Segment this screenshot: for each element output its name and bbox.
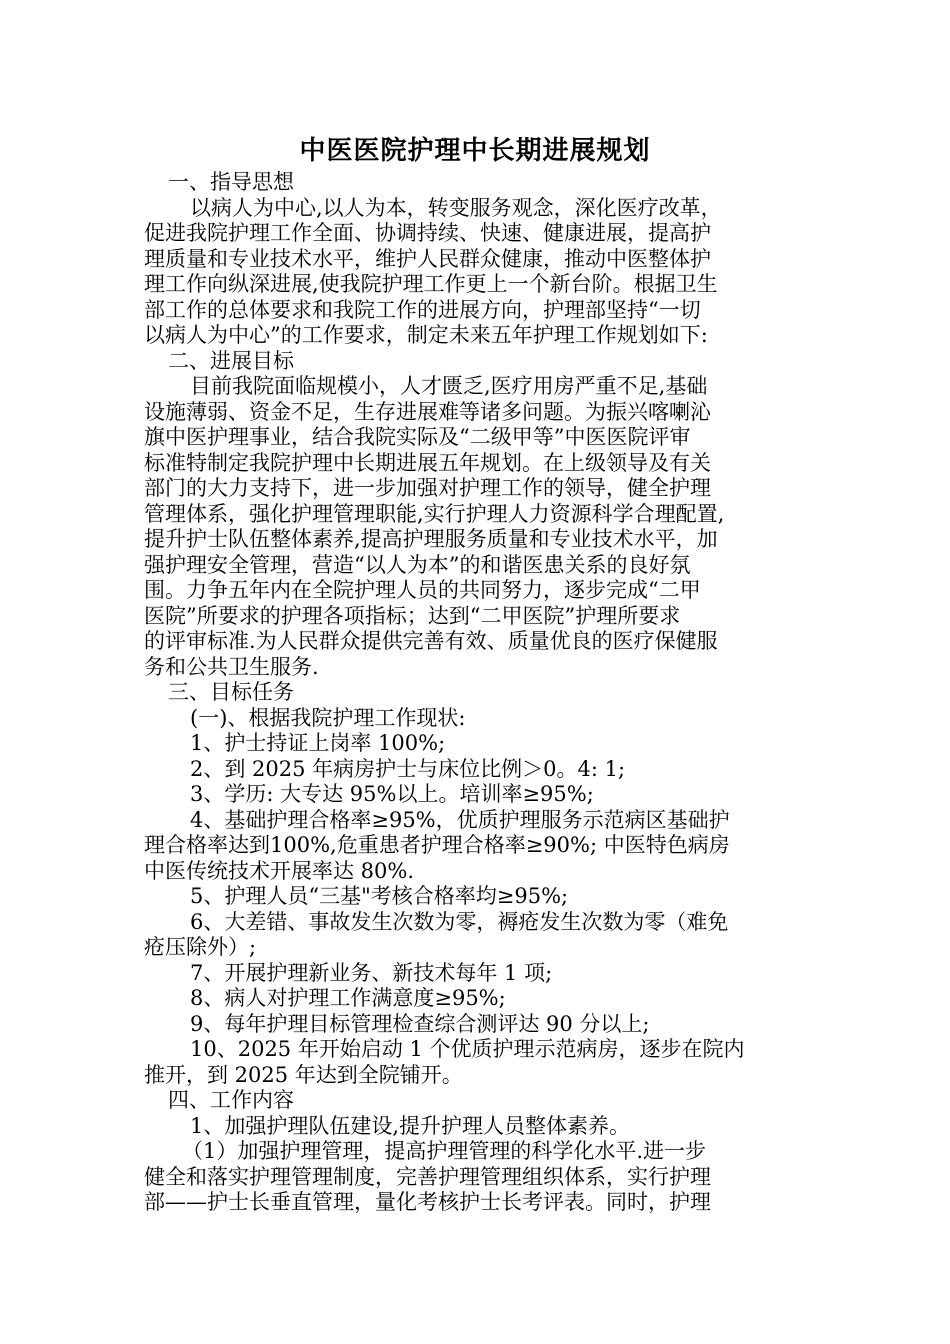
text-line: 部工作的总体要求和我院工作的进展方向，护理部坚持“一切 — [144, 297, 701, 322]
text-line: （1）加强护理管理，提高护理管理的科学化水平.进一步 — [182, 1139, 707, 1163]
text-line: 2、到 2025 年病房护士与床位比例＞0。4: 1; — [190, 756, 626, 781]
text-line: 4、基础护理合格率≥95%，优质护理服务示范病区基础护 — [190, 807, 730, 832]
text-line: 5、护理人员“三基"考核合格率均≥95%; — [190, 884, 569, 908]
text-line: 围。力争五年内在全院护理人员的共同努力，逐步完成“二甲 — [144, 578, 701, 602]
text-line: (一)、根据我院护理工作现状: — [190, 705, 466, 730]
text-line: 提升护士队伍整体素养,提高护理服务质量和专业技术水平，加 — [144, 527, 718, 551]
text-line: 健全和落实护理管理制度，完善护理管理组织体系，实行护理 — [144, 1164, 711, 1189]
text-line: 理合格率达到100%,危重患者护理合格率≥90%; 中医特色病房 — [144, 833, 730, 857]
text-line: 1、护士持证上岗率 100%; — [190, 731, 446, 755]
text-line: 旗中医护理事业，结合我院实际及“二级甲等”中医医院评审 — [144, 425, 691, 449]
text-line: 管理体系，强化护理管理职能,实行护理人力资源科学合理配置, — [144, 501, 725, 526]
text-line: 中医传统技术开展率达 80%. — [144, 858, 415, 883]
text-line: 促进我院护理工作全面、协调持续、快速、健康进展，提高护 — [144, 221, 711, 245]
text-line: 强护理安全管理，营造“以人为本”的和谐医患关系的良好氛 — [144, 552, 691, 577]
text-line: 二、进展目标 — [168, 348, 294, 373]
text-line: 理工作向纵深进展,使我院护理工作更上一个新台阶。根据卫生 — [144, 272, 718, 296]
text-line: 医院”所要求的护理各项指标；达到“二甲医院”护理所要求 — [144, 603, 681, 628]
text-line: 以病人为中心,以人为本，转变服务观念，深化医疗改革， — [190, 195, 722, 220]
text-line: 三、目标任务 — [168, 680, 294, 704]
text-line: 标准特制定我院护理中长期进展五年规划。在上级领导及有关 — [144, 450, 711, 475]
text-line: 8、病人对护理工作满意度≥95%; — [190, 986, 506, 1010]
text-line: 3、学历: 大专达 95%以上。培训率≥95%; — [190, 782, 594, 806]
text-line: 6、大差错、事故发生次数为零，褥疮发生次数为零（难免 — [190, 909, 729, 934]
document-body — [144, 170, 804, 1216]
text-line: 以病人为中心”的工作要求，制定未来五年护理工作规划如下: — [144, 323, 708, 347]
text-line: 7、开展护理新业务、新技术每年 1 项; — [190, 960, 553, 985]
text-line: 9、每年护理目标管理检查综合测评达 90 分以上; — [190, 1011, 650, 1036]
text-line: 1、加强护理队伍建设,提升护理人员整体素养。 — [190, 1113, 631, 1138]
text-line: 目前我院面临规模小，人才匮乏,医疗用房严重不足,基础 — [190, 374, 708, 398]
text-line: 推开，到 2025 年达到全院铺开。 — [144, 1062, 463, 1087]
text-line: 疮压除外）; — [144, 935, 257, 959]
text-line: 部门的大力支持下，进一步加强对护理工作的领导，健全护理 — [144, 476, 711, 500]
text-line: 的评审标准.为人民群众提供完善有效、质量优良的医疗保健服 — [144, 629, 718, 653]
text-line: 10、2025 年开始启动 1 个优质护理示范病房，逐步在院内 — [190, 1037, 745, 1061]
text-line: 理质量和专业技术水平，维护人民群众健康，推动中医整体护 — [144, 246, 711, 271]
text-line: 四、工作内容 — [168, 1088, 294, 1112]
text-line: 部——护士长垂直管理，量化考核护士长考评表。同时，护理 — [144, 1190, 711, 1214]
text-line: 务和公共卫生服务. — [144, 654, 319, 679]
text-line: 一、指导思想 — [168, 170, 294, 194]
text-line: 设施薄弱、资金不足，生存进展难等诸多问题。为振兴喀喇沁 — [144, 399, 711, 424]
document-title: 中医医院护理中长期进展规划 — [299, 136, 651, 166]
